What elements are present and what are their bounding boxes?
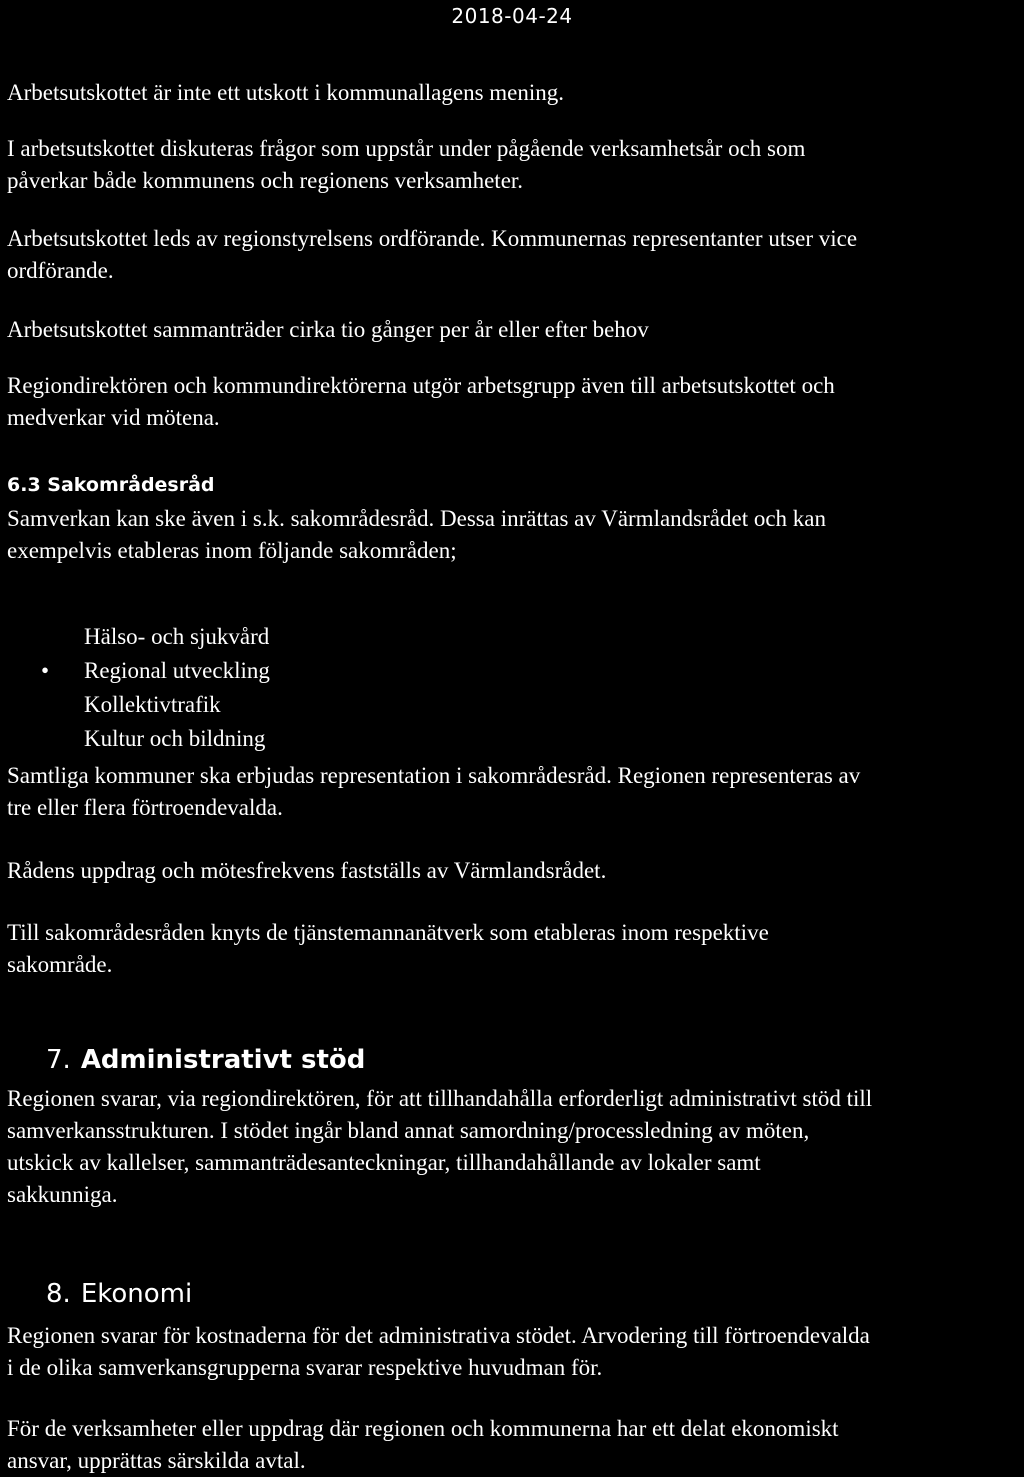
subsection-heading-sakomradesrad: 6.3 Sakområdesråd bbox=[7, 474, 215, 496]
paragraph-ekonomi-kostnader: Regionen svarar för kostnaderna för det administrativa stödet. Arvodering till förtroendevalda i de olika samverkansgrupperna svarar respektive huvudman för. bbox=[7, 1323, 870, 1380]
paragraph-regiondirektoren: Regiondirektören och kommundirektörerna utgör arbetsgrupp även till arbetsutskottet och medverkar vid mötena. bbox=[7, 373, 835, 430]
section-heading-administrativt-stod bbox=[46, 1044, 365, 1076]
paragraph-arbetsutskott-sammantrader: Arbetsutskottet sammanträder cirka tio gånger per år eller efter behov bbox=[7, 317, 649, 342]
list-item: Kultur och bildning bbox=[84, 726, 266, 751]
document-date: 2018-04-24 bbox=[451, 4, 573, 28]
paragraph-tjanstemannanatverk: Till sakområdesråden knyts de tjänstemannanätverk som etableras inom respektive sakområde. bbox=[7, 920, 769, 977]
section-title: Administrativt stöd bbox=[80, 1045, 366, 1075]
paragraph-sakomradesrad-intro: Samverkan kan ske även i s.k. sakområdesråd. Dessa inrättas av Värmlandsrådet och kan exempelvis etableras inom följande sakområden; bbox=[7, 506, 827, 563]
paragraph-arbetsutskott-status: Arbetsutskottet är inte ett utskott i kommunallagens mening. bbox=[7, 80, 565, 105]
paragraph-kommuner-representation: Samtliga kommuner ska erbjudas representation i sakområdesråd. Regionen representeras av tre eller flera förtroendevalda. bbox=[7, 763, 861, 820]
paragraph-radens-uppdrag: Rådens uppdrag och mötesfrekvens fastställs av Värmlandsrådet. bbox=[7, 858, 607, 883]
paragraph-ekonomi-avtal: För de verksamheter eller uppdrag där regionen och kommunerna har ett delat ekonomiskt ansvar, upprättas särskilda avtal. bbox=[7, 1416, 839, 1473]
section-number: 8. bbox=[46, 1279, 71, 1309]
bullet-icon: • bbox=[41, 658, 50, 683]
list-item: Kollektivtrafik bbox=[84, 692, 221, 717]
sakomraden-list bbox=[41, 620, 270, 756]
paragraph-administrativt-stod: Regionen svarar, via regiondirektören, för att tillhandahålla erforderligt administrativt stöd till samverkansstrukturen. I stödet ingår bland annat samordning/processledning av möten, utskick av kallelser, sammanträdesanteckningar, tillhandahållande av lokaler samt sakkunniga. bbox=[7, 1086, 873, 1207]
list-item: • Regional utveckling bbox=[84, 654, 270, 688]
section-title: Ekonomi bbox=[80, 1279, 193, 1309]
section-heading-ekonomi bbox=[46, 1278, 192, 1310]
list-item: Hälso- och sjukvård bbox=[84, 624, 270, 649]
paragraph-arbetsutskott-fragor: I arbetsutskottet diskuteras frågor som uppstår under pågående verksamhetsår och som påverkar både kommunens och regionens verksamheter. bbox=[7, 136, 806, 193]
paragraph-arbetsutskott-ledning: Arbetsutskottet leds av regionstyrelsens ordförande. Kommunernas representanter utser vice ordförande. bbox=[7, 226, 858, 283]
section-number: 7. bbox=[46, 1045, 71, 1075]
